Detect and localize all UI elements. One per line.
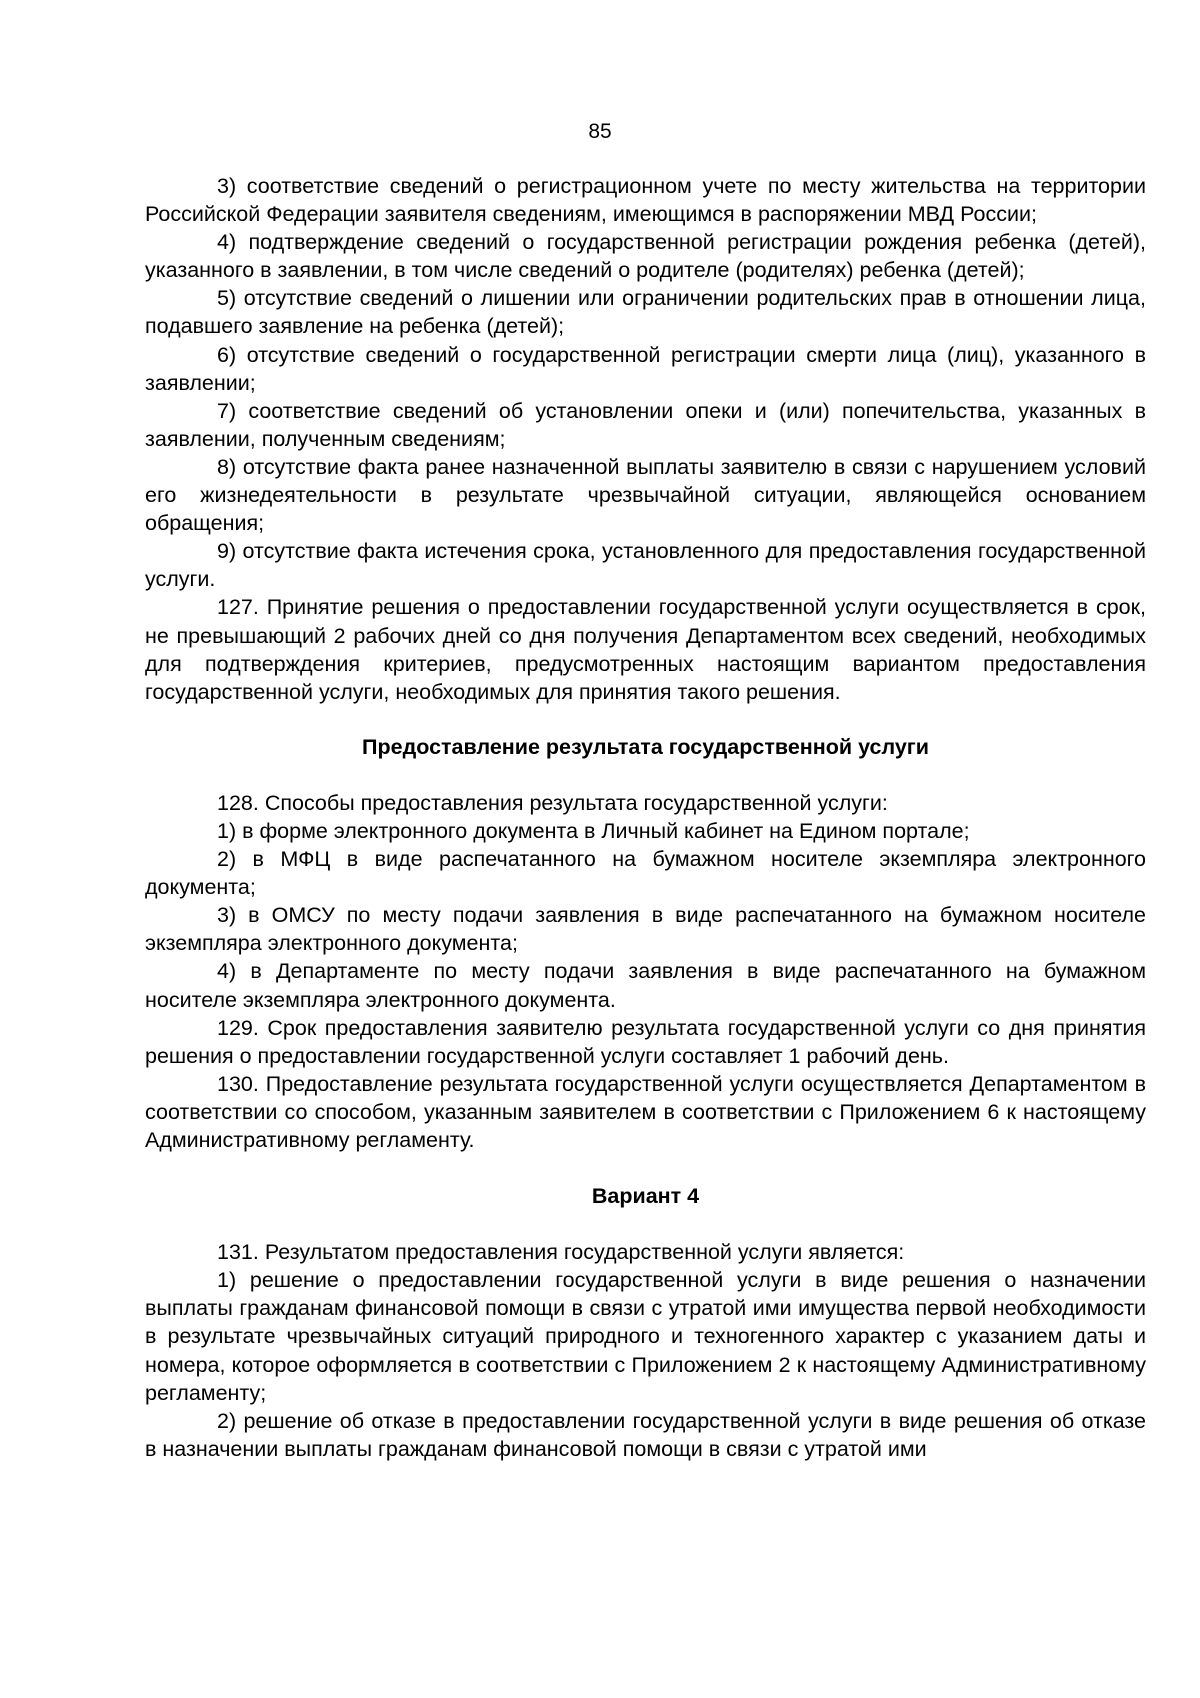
paragraph: 4) подтверждение сведений о государственной регистрации рождения ребенка (детей), указанного в заявлении, в том числе сведений о родителе (родителях) ребенка (детей);: [145, 230, 1146, 283]
paragraph: 1) в форме электронного документа в Личный кабинет на Едином портале;: [217, 818, 970, 843]
paragraph: 8) отсутствие факта ранее назначенной выплаты заявителю в связи с нарушением условий его жизнедеятельности в результате чрезвычайной ситуации, являющейся основанием обращения;: [145, 454, 1146, 536]
paragraph: 3) в ОМСУ по месту подачи заявления в виде распечатанного на бумажном носителе экземпляра электронного документа;: [145, 903, 1146, 956]
paragraph: 128. Способы предоставления результата государственной услуги:: [217, 790, 888, 815]
paragraph: 3) соответствие сведений о регистрационном учете по месту жительства на территории Российской Федерации заявителя сведениям, имеющимся в распоряжении МВД России;: [145, 174, 1146, 227]
paragraph: 4) в Департаменте по месту подачи заявления в виде распечатанного на бумажном носителе экземпляра электронного документа.: [145, 959, 1146, 1012]
paragraph: 127. Принятие решения о предоставлении государственной услуги осуществляется в срок, не превышающий 2 рабочих дней со дня получения Департаментом всех сведений, необходимых для подтверждения критериев, предусмотренных настоящим вариантом предоставления государственной услуги, необходимых для принятия такого решения.: [145, 595, 1146, 704]
paragraph: 6) отсутствие сведений о государственной регистрации смерти лица (лиц), указанного в заявлении;: [145, 342, 1146, 395]
variant-heading: Вариант 4: [591, 1184, 700, 1209]
paragraph: 7) соответствие сведений об установлении опеки и (или) попечительства, указанных в заявлении, полученным сведениям;: [145, 398, 1146, 451]
section-heading: Предоставление результата государственной услуги: [362, 734, 929, 759]
paragraph: 130. Предоставление результата государственной услуги осуществляется Департаментом в соответствии со способом, указанным заявителем в соответствии с Приложением 6 к настоящему Административному регламенту.: [145, 1071, 1146, 1152]
paragraph: 129. Срок предоставления заявителю результата государственной услуги со дня принятия решения о предоставлении государственной услуги составляет 1 рабочий день.: [145, 1015, 1146, 1068]
document-body: [145, 172, 1146, 1463]
spacer: [145, 1210, 1146, 1238]
paragraph: 2) в МФЦ в виде распечатанного на бумажном носителе экземпляра электронного документа;: [145, 847, 1146, 900]
page-number: 85: [588, 120, 612, 143]
paragraph: 9) отсутствие факта истечения срока, установленного для предоставления государственной услуги.: [145, 539, 1146, 592]
paragraph: 131. Результатом предоставления государственной услуги является:: [217, 1240, 905, 1265]
spacer: [145, 761, 1146, 789]
spacer: [145, 706, 1146, 733]
paragraph: 5) отсутствие сведений о лишении или ограничении родительских прав в отношении лица, подавшего заявление на ребенка (детей);: [145, 286, 1146, 339]
paragraph: 1) решение о предоставлении государственной услуги в виде решения о назначении выплаты гражданам финансовой помощи в связи с утратой ими имущества первой необходимости в результате чрезвычайных ситуаций природного и техногенного характер с указанием даты и номера, которое оформляется в соответствии с Приложением 2 к настоящему Административному регламенту;: [145, 1268, 1146, 1405]
spacer: [145, 1154, 1146, 1182]
paragraph: 2) решение об отказе в предоставлении государственной услуги в виде решения об отказе в назначении выплаты гражданам финансовой помощи в связи с утратой ими: [145, 1408, 1146, 1461]
